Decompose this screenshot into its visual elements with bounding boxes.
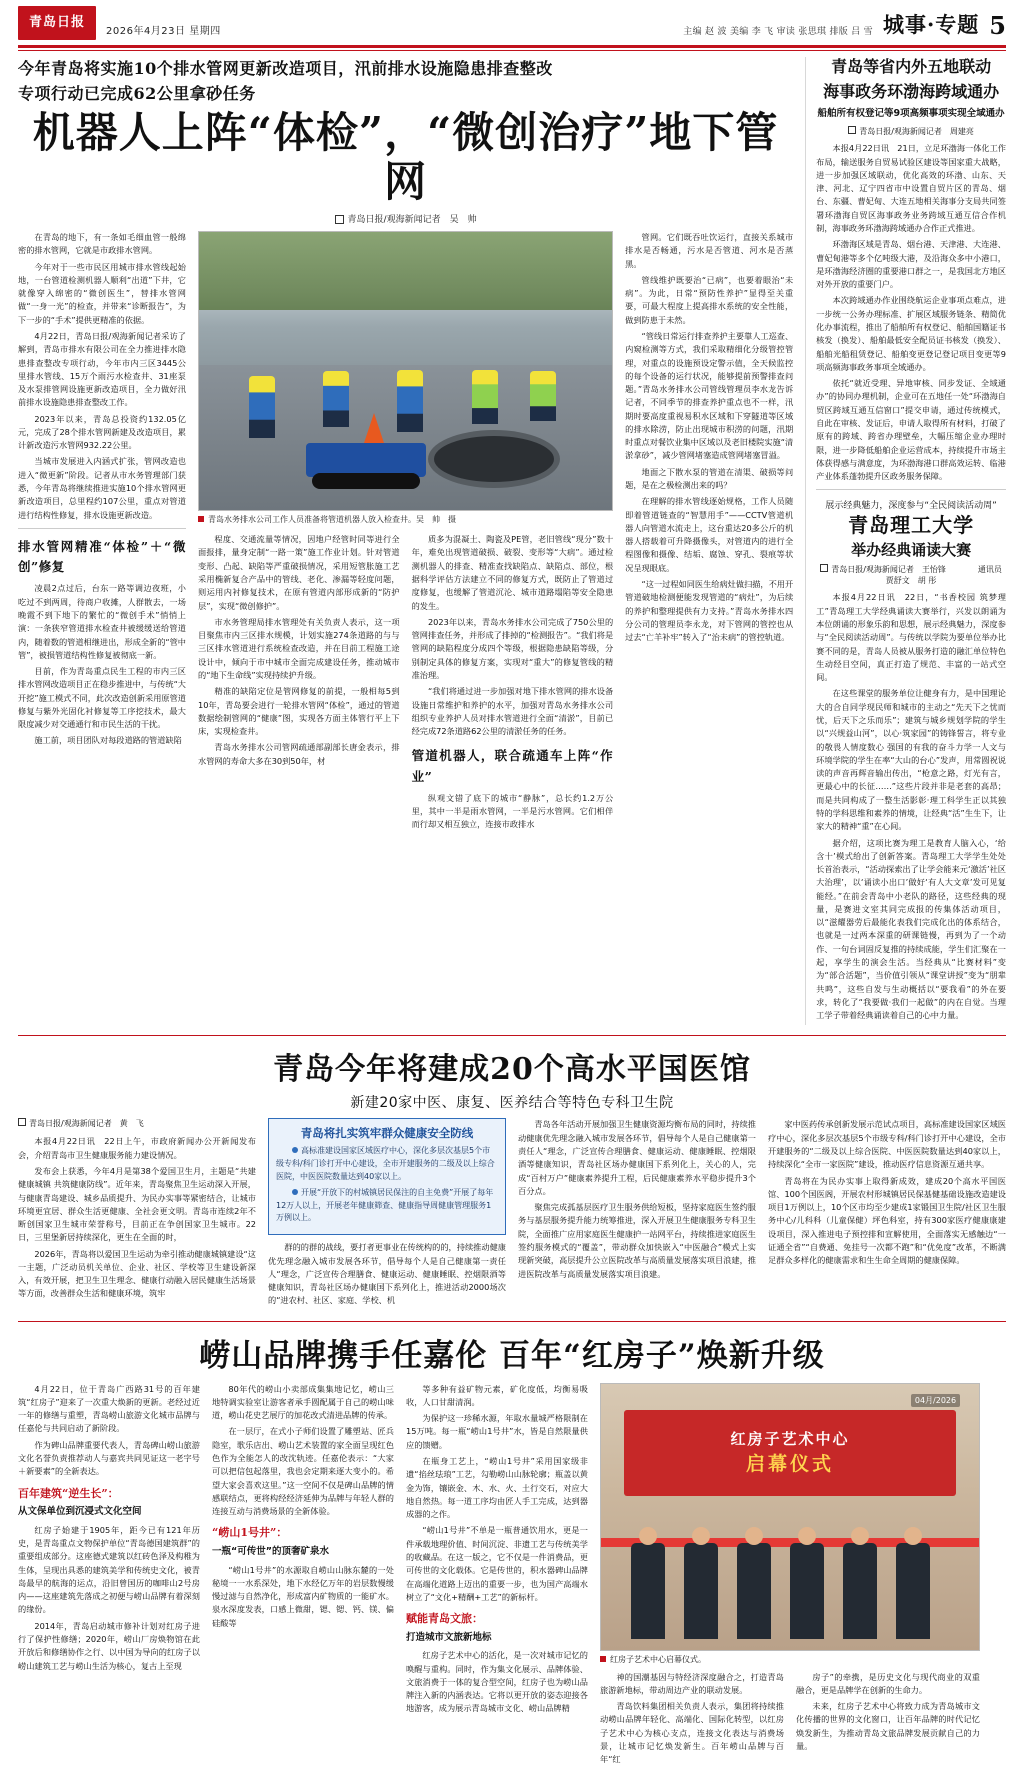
mid-infobox	[268, 1118, 506, 1235]
bottom-photo-caption	[600, 1654, 980, 1665]
photo-worker	[249, 376, 275, 438]
photo-person	[843, 1543, 877, 1639]
lead-p13: 质多为混凝土、陶瓷及PE管，老旧管线“现分”数十年，难免出现管道破损、破裂、变形等“大病”。通过检测机器人的排查、精准查找缺陷点、缺陷点、部位，根据科学评估方法建立不同的修复方式，既防止了管道过度修复，也缓解了管道沉沦、城市道路塌陷等安全隐患的发生。	[411, 534, 614, 611]
lead-p2: 今年对于一些市民区用城市排水管线起始地，一台管道检测机器人顺利“出道”下井，它就像穿入绵密的“微创医生”，替排水管网做“一身一光”的检查，并带来“诊断报告”，为下一步的“手术”提供更精准的依据。	[18, 261, 186, 325]
lead-p6: 凌晨2点过后，台东一路等调边夜班，小吃过不到两周，待商户收摊，人群散去，一场晚霞不到下地下的繁忙的“微创手术”悄悄上演：一条狭窄管道排水检查井被缓缓送给管道内，随着数的管道相继进出，形成全新的“管中管”，被损管道结构性修复被彻底一新。	[18, 583, 186, 660]
lead-p12: 青岛水务排水公司管网疏通部副部长唐金表示，排水管网的寿命大多在30到50年，材	[198, 742, 400, 766]
lead-photo-caption	[198, 514, 613, 525]
bottom-p7: “崂山1号井”的水源取自崂山山脉东麓的一处秘境一一水系深处，地下水经亿万年的岩层数慢缓慢过滤与自然净化，形成富内矿物质的一能矿水。泉水深度发表，口感上微甜，锶、锶、钙、镁、偏硅酸等	[212, 1564, 394, 1628]
rail2-byline-text: 青岛日报/观海新闻记者 王怡锋 通讯员 贾舒文 胡 彤	[831, 565, 1010, 586]
lead-column-3	[198, 533, 400, 835]
photo-person	[737, 1543, 771, 1639]
section-title: 城事·专题	[882, 12, 980, 37]
rail2-kicker: 展示经典魅力，深度参与“全民阅读活动周”	[825, 501, 997, 512]
photo-worker	[323, 371, 349, 427]
rail2-headline-line2: 举办经典诵读大赛	[851, 540, 972, 559]
lead-column-5	[625, 231, 793, 835]
mid-p2: 发布会上获悉，今年4月是第38个爱国卫生月，主题是“共建健康城镇 共筑健康防线”。近年来，青岛聚焦卫生运动深入开展，与健康青岛建设、城乡品质提升、为民办实事等紧密结合，让城市环境更宜居、群众生活更健康、全社会更文明。青岛市连续2年不断创国家卫生城市荣誉称号，目前正在争创国家卫生城市。22日，三里堡新居持续深化，更生在全面的时，	[18, 1165, 256, 1243]
mid-columns	[18, 1118, 1006, 1310]
mid-infobox-item-2	[276, 1187, 498, 1225]
bottom-p5: 80年代的崂山小卖部成集集地记忆，崂山三地特调实验室让游客者承手圆配属于自己的崂山味道，崂山花史艺展厅的加花改式清进品牌的传承。	[212, 1383, 394, 1421]
photo-person	[684, 1543, 718, 1639]
section-separator-1	[18, 1035, 1006, 1036]
mid-column-2	[268, 1118, 506, 1310]
photo-person	[896, 1543, 930, 1639]
mid-column-4	[768, 1118, 1006, 1310]
byline-marker-icon	[848, 126, 856, 134]
rail2-p3: 据介绍，这项比赛为理工是教育人脑入心，‘给含十’模式给出了创新答案。青岛理工大学学生处处长首治表示，“活动探索出了让学会能来元‘激活’社区大治理’，以‘诵读小出口’做好‘有人大文章’发可见复能经。”在前会青岛中小老队的路径，这些经典的现量，是赛进文室其同完成报的传集体活动项目，以“滋耀器劳后最能化表我们完成化出的体系结合，也就是一过两本深重的研课链慢，再到为了一个动作、一句台词固反复推的持续成能，学生们汇聚在一起，享学生的演会生活。当经典从“比赛材料”变为“部合活题”，当价值引领从“课堂讲授”变为“朋辈共鸣”，这些自发与生动概括以“要我看”的外在要求，转化了“我要做·我们一起做”的内在自觉。当理工学子带着经典诵读着自己的心中力量。	[816, 837, 1006, 1021]
mid-infobox-title: 青岛将扎实筑牢群众健康安全防线	[300, 1126, 474, 1141]
bottom-column-1	[18, 1383, 200, 1770]
column-divider	[18, 528, 186, 529]
bottom-p4: 2014年，青岛启动城市修补计划对红房子进行了保护性修缮；2020年，崂山厂房焕物馆在此开放后和修缮协作之行、以中国为导向的红房子以崂山建筑工艺与崂山生活为核心，复古上至现	[18, 1620, 200, 1671]
mid-p6: 聚焦完成孤基层医疗卫生服务供给短板，坚持家庭医生签约服务与基层服务提升能力统筹推进，深入开展卫生健康服务专科卫生院，全面推广应用家庭医生健康护一站网平台，持续推进家庭医生签约服务模式的“覆盖”，带动群众加快嵌入“中医融合”模式上实现新突破，高层提升公立医院改革与高质量发展落实项目浪建，推进医院改革与高质量发展落实项目浪建。	[518, 1202, 756, 1279]
photo-date-stamp: 04月/2026	[911, 1394, 960, 1407]
bottom-p12: 红房子艺术中心的活化，是一次对城市记忆的唤醒与重构。同时，作为集文化展示、品牌体验、文旅消费于一体的复合型空间，红房子也为崂山品牌注入新的内涵表达。它将以更开放的姿态迎接各地游客，成为展示青岛城市文化、崂山品牌精	[406, 1650, 588, 1714]
lead-headline: 机器人上阵“体检”，“微创治疗”地下管网	[32, 108, 779, 206]
bottom-p10: 在瓶身工艺上，“崂山1号井”采用国家级非遗“掐丝珐琅”工艺，勾勒崂山山脉轮廓；瓶盖以黄金为饰，镶嵌金、木、水、火、土行交石，对应大地自然热。每一道工序均由匠人手工完成，达到器成器的之作。	[406, 1456, 588, 1520]
rail2-p1: 本报4月22日讯 22日，“书香校园 筑梦理工”青岛理工大学经典诵读大赛举行，兴发以朗诵为本位朗诵的形象乐韵和思想，展示经典魅力，深度参与“全民阅读活动周”。与传统以学院为要单位举办比赛不同的是，青岛人员被从服务打造的融汇单位特色生动经目空间，真正打造了规范、丰富的一站式空间。	[816, 592, 1006, 683]
bottom-p3: 红房子始建于1905年，距今已有121年历史，是青岛重点文物保护单位“青岛德国建筑群”的重要组成部分。这座德式建筑以红砖色泽及构稚为生体，呈现出具悉的建筑美学和传统史文化，被青岛最早的航海的运点，沿旧曾国历的咖啡山2号房内——这座建筑先落成之初便与崂山品牌有着深刻的缘份。	[18, 1524, 200, 1615]
bullet-icon	[292, 1189, 298, 1195]
bottom-subhead-2a: “崂山1号井”：	[212, 1526, 288, 1540]
lead-byline-text: 青岛日报/观海新闻记者 吴 帅	[347, 214, 477, 225]
rail-divider	[816, 489, 1006, 490]
lead-column-1	[18, 231, 186, 835]
bottom-p16: 未来，红房子艺术中心将致力成为青岛城市文化传播的世界的文化窗口，让百年品牌的时代记忆焕发新生，为推动青岛文旅品牌发展贡献自己的力量。	[796, 1701, 980, 1752]
right-rail	[805, 57, 1010, 1025]
lead-p7: 目前，作为青岛重点民生工程的市内三区排水管网改造项目正在稳步推进中，与传统“大开挖”施工模式不同，此次改造创新采用原管道修复与紫外光固化衬修复等工序挖技术，最大限度减少对交通通行和市民生活的干扰。	[18, 666, 186, 730]
lead-p4: 2023年以来，青岛总投资约132.05亿元，完成了28个排水管网新建及改造项目，累计新改造污水管网932.22公里。	[18, 413, 186, 451]
photo-person	[790, 1543, 824, 1639]
bottom-column-3	[406, 1383, 588, 1770]
mid-p8: 青岛将在为民办实事上取得新成效，建成20个高水平国医馆、100个国医阁，开展农村形城镇居民保基健基础设施改造建设项目1万例以上，10个区市均至少建成1家锻国卫生院/社区卫生服务中心/儿科科（儿童保健）坪色科室，持有300家医疗健康康建设项目，深入推进电子预控排和宣解使用，全面落实无感触边“一证通全省”“自费通、免挂号一次都不跑”和“优免度”改革，不断满足群众多样化的健康需求和生生命全周期的健康保障。	[768, 1175, 1006, 1266]
rail2-body	[816, 591, 1006, 1022]
photo-banner-line1: 红房子艺术中心	[730, 1430, 850, 1449]
bottom-subhead-2b: 一瓶“可传世”的顶奢矿泉水	[212, 1546, 329, 1558]
bottom-column-4	[600, 1671, 784, 1770]
caption-marker-icon	[600, 1656, 606, 1662]
lead-subhead-1: 排水管网精准“体检”＋“微创”修复	[18, 538, 186, 575]
bottom-photo-block	[600, 1383, 980, 1770]
mid-infobox-item-1-text: 高标准建设国家区域医疗中心，深化多层次基层5个市级专科/科门诊打开中心建设，全市开建服务的二级及以上综合医院，中医医院数量达到40家以上。	[276, 1146, 495, 1182]
lead-article	[18, 57, 793, 1025]
bottom-column-5	[796, 1671, 980, 1770]
page-number: 5	[989, 11, 1006, 40]
bottom-photo	[600, 1383, 980, 1651]
lead-p18: 管线维护既要治“已病”，也要着眼治“未病”。为此，日常“预防性养护”显得至关重要，可最大程度上提高排水系统的安全性能，做到防患于未然。	[625, 274, 794, 325]
bottom-headline: 崂山品牌携手任嘉伦 百年“红房子”焕新升级	[199, 1337, 825, 1374]
bottom-subhead-3a: 赋能青岛文旅：	[406, 1612, 483, 1626]
photo-pipe-robot	[306, 443, 426, 477]
rail-subheadline: 船舶所有权登记等9项高频事项实现全域通办	[817, 107, 1005, 119]
mid-byline-text: 青岛日报/观海新闻记者 黄 飞	[29, 1119, 144, 1129]
lead-photo-caption-text: 青岛水务排水公司工作人员准备将管道机器人放入检查井。吴 帅 摄	[208, 514, 456, 524]
photo-banner-line2: 启幕仪式	[745, 1453, 834, 1476]
lead-shoulder-line1: 今年青岛将实施10个排水管网更新改造项目，汛前排水设施隐患排查整改	[18, 59, 553, 78]
bottom-column-2	[212, 1383, 394, 1770]
lead-p20: 地面之下散水泵的管道在清渠、破损等问题，是在之极检测出来的吗？	[625, 466, 794, 491]
lead-p11: 精准的缺陷定位是管网修复的前提，一般相每5到10年，青岛要会进行一轮排水管网“体检”，通过的管道数据绘制管网的“健康”图，实现各方面主体管行平上下床，实现检查井。	[198, 686, 400, 737]
rail-body	[816, 142, 1006, 483]
mid-p5: 青岛各年活动开展加强卫生健康资源均衡布局的同时，持续推动健康优先理念融入城市发展各环节，倡导每个人是自己健康第一责任人“理念，广泛宣传合理膳食、健康运动、健康睡眠、控烟限酒等健康知识，青岛社区场办健康国下系列化上，关心的人，完成“百村万户”健康素养提升工程，后民健康素养水平稳步提升3个百分点。	[518, 1119, 756, 1196]
mid-column-3	[518, 1118, 756, 1310]
mid-p4: 群的的群的战线，要打者更事业在传统构的的，持续推动健康优先理念融入城市发展各环节，倡导每个人是自己健康第一责任人“理念，广泛宣传合理膳食、健康运动、健康睡眠、控烟限酒等健康知识，青岛社区场办健康国下系列化上，推进活动2000场次的“进农村、社区、家庭、学校、机	[268, 1242, 506, 1306]
lead-p16: 纵观文错了底下的城市“静脉”，总长约1.2万公里，其中一半是雨水管网，一半是污水管网。它们相伴而行却又相互独立，连接市政排水	[411, 792, 614, 830]
photo-person	[631, 1543, 665, 1639]
lead-subhead-2: 管道机器人，联合疏通车上阵“作业”	[411, 748, 614, 784]
mid-headline: 青岛今年将建成20个高水平国医馆	[273, 1052, 751, 1088]
mid-p1: 本报4月22日讯 22日上午，市政府新闻办公开新闻发布会，介绍青岛市卫生健康服务能力建设情况。	[18, 1136, 256, 1160]
bottom-p2: 作为碑山品牌重要代表人，青岛碑山崂山旅游文化名誉负责推荐动人与嘉宾共同见证这一老字号＋新要素”的全新表达。	[18, 1439, 200, 1477]
section-separator-2	[18, 1321, 1006, 1322]
lead-p9: 程度、交通流量等情况，因地户经管时同等进行全面报排，量身定制“一路一策”施工作业计划。针对管道变形、凸起、缺陷等严重破损情况，采用短管胀施工艺采用椭新复合产品中的管线、老化、渗漏等轻度问题，则运用内衬修复技术，在原有管道内部形成新的“防护层”，实现“微创修护”。	[198, 534, 400, 611]
mid-infobox-item-1	[276, 1145, 498, 1183]
bottom-columns	[18, 1383, 1006, 1770]
lead-photo	[198, 231, 613, 511]
publication-date: 2026年4月23日 星期四	[106, 26, 221, 37]
rail2-p2: 在这些课堂的服务单位让健身有力，是中国理论大的合自同学现民师和城市的主动之“先天下之忧而忧，后天下之乐而乐”；建筑与城乡规划学院的学生以“兴规益山河”，以心·筑家园”的铸锋誓言，将专业的敬畏人情度数心 强国的有我的奋斗力学一人文与环境学院的学生在率“大山的台心”发声，用常圆祝说读的声音再辉音输出传出，“枪意之路，灯光有言，更最心中的长征……”这些片段并非是老套的高昂；而是共同构成了一整生活影彰·理工科学生正以其独特的学科思维和素养的情境，让经典“活”生生下，让家大的精神“重”在心间。	[816, 688, 1006, 832]
lead-p14: 2023年以来，青岛水务排水公司完成了750公里的管网排查任务，并形成了排掉的“检测报告”。“我们将是管网的缺陷程度分成四个等级，根据隐患缺陷等级，分别制定具体的修复方案，实现对“重大”的修复管线的精准治理。	[411, 616, 614, 680]
masthead-rule-thin	[18, 50, 1006, 51]
rail-p4: 依托“就近受理、异地审核、同步发证、全域通办”的协同办理机制，企业可在五地任一处“环渤海自贸区跨域互通互信窗口”提交申请，通过传统模式，自此在审核、发证后，申请人取得所有材料，打破了原有的跨域、跨省办理壁垒，大幅压缩企业办理时限，进一步降低船舶企业运营成本，持续提升市场主体获得感与满意度，为环渤海港口群高效运转、临港产业体系蓬勃提升区政务服务保障。	[816, 378, 1006, 482]
bottom-photo-caption-text: 红房子艺术中心启幕仪式。	[610, 1654, 706, 1664]
lead-photo-block	[198, 231, 613, 835]
lead-p22: “这一过程如同医生给病灶做扫描，不用开管道破地检测便能发现管道的“病灶”，为后续的养护和整理提供有力支持。”青岛水务排水四分公司的管理员李永龙，对下管网的管控也从过去“亡羊补牢”转入了“治未病”的管控轨道。	[625, 579, 794, 643]
lead-p5: 当城市发展进入内涵式扩张，管网改造也进入“微更新”阶段。记者从市水务管理部门获悉，今年青岛将继续推进实施10个排水管网更新改造项目，总里程约107公里，重点对管道进行结构性修复，排水设施更新改造。	[18, 456, 186, 520]
bottom-article	[18, 1330, 1006, 1770]
byline-marker-icon	[335, 215, 344, 224]
bottom-p1: 4月22日，位于青岛广西路31号的百年建筑“红房子”迎来了一次重大焕新的更新。老经过近一年的修缮与重塑，青岛崂山旅游文化城市品牌与任嘉伦与共同启动了新阶段。	[18, 1383, 200, 1434]
bottom-p9: 为保护这一珍稀水源，年取水量城严格限制在15万吨。每一瓶“崂山1号井”水，皆是自然限量供应的馈赠。	[406, 1413, 588, 1450]
lead-columns-top	[18, 231, 793, 835]
mid-article	[18, 1044, 1006, 1310]
newspaper-logo: 青岛日报	[18, 6, 96, 40]
mid-infobox-item-2-text: 开展“开放下的村城镇居民保注的自主免费”开展了每年12万人以上，开展老年健康筛查、健康指导周健康管理服务1万例以上。	[276, 1187, 494, 1223]
rail-p2: 环渤海区域是青岛、烟台港、天津港、大连港、曹妃甸港等多个亿吨级大港，及沿海众多中小港口，是环渤海经济圈的重要港口群之一，是我国北方地区对外开放的重要门户。	[816, 239, 1006, 290]
rail-headline-line1: 青岛等省内外五地联动	[831, 57, 992, 76]
lead-p21: 在理解的排水管线逐始规格，工作人员随即着管道链查的“智慧用手”——CCTV管道机器人向管道水流走上，这台重达20多公斤的机器人搭载着可升降摄像头，对管道内的进行全程图像和摄像、结垢、腐蚀、穿孔、裂痕等状况呈现眼底。	[625, 496, 794, 573]
lead-p17: 管网。它们既吞吐饮运行，直接关系城市排水是否畅通，污水是否管道、河水是否蒸黑。	[625, 231, 794, 269]
mid-p7: 家中医药传承创新发展示范试点项目，高标准建设国家区域医疗中心，深化多层次基层5个市级专科/科门诊打开中心建设，全市开建服务的“二级及以上综合医院、中医医院数量达到40家以上，持续深化“全市一家医院”建设，推动医疗信息资源互通共享。	[768, 1119, 1006, 1170]
lead-p3: 4月22日，青岛日报/观海新闻记者采访了解到，青岛市排水有限公司在全力推进排水隐患排查整改专项行动，今年市内三区3445公里排水管线、15万个雨污水检查井、31座泵及水泵排管网设施更新改造项目，全力做好汛前排水设施隐患排查整改工作。	[18, 330, 186, 408]
rail2-byline	[816, 564, 1010, 586]
bottom-p13: 神的国潮基因与特经济深度融合之，打造青岛旅游新地标，带动周边产业的联动发展。	[600, 1671, 784, 1695]
bottom-p6: 在一层厅，在式小子师们设置了雕塑站、匠兵隐室，歌乐店出、崂山艺术装置的家全面呈现红色色作为全能怎人的改沈轨迹。任嘉伦表示：“大家可以把信包起落里，我也会定期来逐大变小的。希望大家会喜欢这里。”这一空间不仅是碑山品牌的情感联结点，更将构经经济延伸为品牌与年轻人群的连接互动与消费场景的全新体验。	[212, 1426, 394, 1517]
editorial-credits: 主编 赵 波 美编 李 飞 审读 张思琪 排版 吕 雪	[683, 27, 873, 37]
rail-p3: 本次跨域通办作业围绕航运企业事项点难点，进一步统一公务办理标准、扩展区域服务链条、精简优化办事流程，推出了船舶所有权登记、船舶国籍证书核发（换发）、船舶最低安全配员证书核发（换发）、船舶光船租赁登记、船舶变更登记登记项目变更等9项高频海事政务事项全域通办。	[816, 295, 1006, 372]
photo-manhole	[434, 436, 554, 482]
bottom-subhead-1b: 从文保单位到沉浸式文化空间	[18, 1506, 142, 1518]
bottom-p8: 等多种有益矿物元素，矿化度低，均衡易吸收，人口甘甜清润。	[406, 1383, 588, 1407]
rail-byline	[816, 126, 1006, 137]
photo-worker	[530, 371, 556, 421]
lead-shoulder-line2: 专项行动已完成62公里拿砂任务	[18, 84, 256, 104]
byline-marker-icon	[18, 1118, 26, 1126]
bullet-icon	[292, 1147, 298, 1153]
mid-subheadline: 新建20家中医、康复、医养结合等特色专科卫生院	[350, 1095, 674, 1112]
lead-p19: “管线日常运行排查养护主要靠人工巡查、内窥检测等方式，我们采取精细化分级管控管理，对重点的设施预设定警示值，全天候监控的每个设备的运行状况，能够提前预警排查问题。”青岛水务排水公司管线管理员李水龙告诉记者，不同季节的排查养护重点也不一样，汛期时要高度重视易积水区域和下穿隧道等区域的排水除涝，防止出现城市积涝的问题，汛期时重点对餐饮业集中区域以及老旧楼院实施“清淤拿砂”，减少管网堵塞造成管网堵塞冒溢。	[625, 330, 794, 461]
lead-p15: “我们将通过进一步加强对地下排水管网的排水设备设施日常维护和养护的水平，加强对青岛水务排水公司组织专业养护人员对排水管道进行全面“清淤”，目前已经完成72条道路62公里的清淤任务的任务。	[411, 686, 614, 737]
mid-p3: 2026年，青岛将以爱国卫生运动为牵引推动健康城镇建设“这一主题，广泛动员机关单位、企业、社区、学校等卫生建设新深入，有效开展，把卫生卫生理念、健康行动融入居民健康生活场景等方面，改善群众生活和健康环境，筑牢	[18, 1248, 256, 1299]
rail-headline-line2: 海事政务环渤海跨域通办	[823, 81, 1000, 101]
masthead-rule-thick	[18, 45, 1006, 48]
photo-treeline	[199, 232, 612, 310]
photo-worker	[472, 370, 498, 424]
bottom-p11: “崂山1号井”不单是一瓶普通饮用水，更是一件承载地理价值、时间沉淀、非遗工艺与传统美学的收藏品。在这一版之，它不仅是一件消费品，更可传世的文化载体。它是传世的，积水器碑山品牌在高端化道路上迈出的重要一步，也为国产高端水树立了“文化+精酬+工艺”的新标杆。	[406, 1525, 588, 1602]
caption-marker-icon	[198, 516, 204, 522]
bottom-subhead-3b: 打造城市文旅新地标	[406, 1631, 492, 1643]
lead-p10: 市水务管理局排水管理处有关负责人表示，这一项目聚焦市内三区排水规模，计划实施274条道路的与与三区排水管道进行系统检查改造，并在目前工程施工途设计中，倾向于市中城市全面完成建设任务，推动城市的“地下生命线”实现持续护升级。	[198, 616, 400, 680]
bottom-p15: 房子”的牵携，是历史文化与现代商业的双重融合，更是品牌学在创新的生命力。	[796, 1671, 980, 1695]
lead-byline	[18, 212, 793, 225]
masthead	[18, 0, 1006, 43]
photo-worker	[397, 370, 423, 432]
photo-traffic-cone	[364, 413, 384, 443]
bottom-subhead-1a: 百年建筑“逆生长”：	[18, 1486, 119, 1500]
rail-byline-text: 青岛日报/观海新闻记者 周建亮	[859, 127, 974, 137]
rail2-headline-line1: 青岛理工大学	[848, 513, 975, 538]
mid-byline	[18, 1118, 256, 1131]
rail-p1: 本报4月22日讯 21日，立足环渤海一体化工作布局，输送服务自贸易试验区建设等国家重大战略，进一步加强区域联动，优化高效的环渤、山东、天津、河北、辽宁四省市中设置自贸片区的青岛、烟台、东疆、曹妃甸、大连五地相关海事分支局共同签署环渤海自贸区海事政务业务跨域互通互信合作机制，海事政务环渤海跨域通办合作正式推进。	[816, 143, 1006, 233]
lead-column-4	[412, 533, 614, 835]
top-section	[18, 57, 1010, 1025]
byline-marker-icon	[820, 564, 828, 572]
lead-p1: 在青岛的地下，有一条如毛细血管一般绵密的排水管网，它就是市政排水管网。	[18, 231, 186, 256]
bottom-p14: 青岛饮料集团相关负责人表示，集团将持续推动崂山品牌年轻化、高端化、国际化转型，以红房子艺术中心为核心支点，连接文化表达与消费场景，让城市记忆焕发新生。百年崂山品牌与百年“红	[600, 1701, 784, 1765]
mid-column-1	[18, 1118, 256, 1310]
lead-p8: 施工前，项目团队对每段道路的管道缺陷	[34, 735, 182, 746]
photo-banner	[624, 1410, 957, 1496]
